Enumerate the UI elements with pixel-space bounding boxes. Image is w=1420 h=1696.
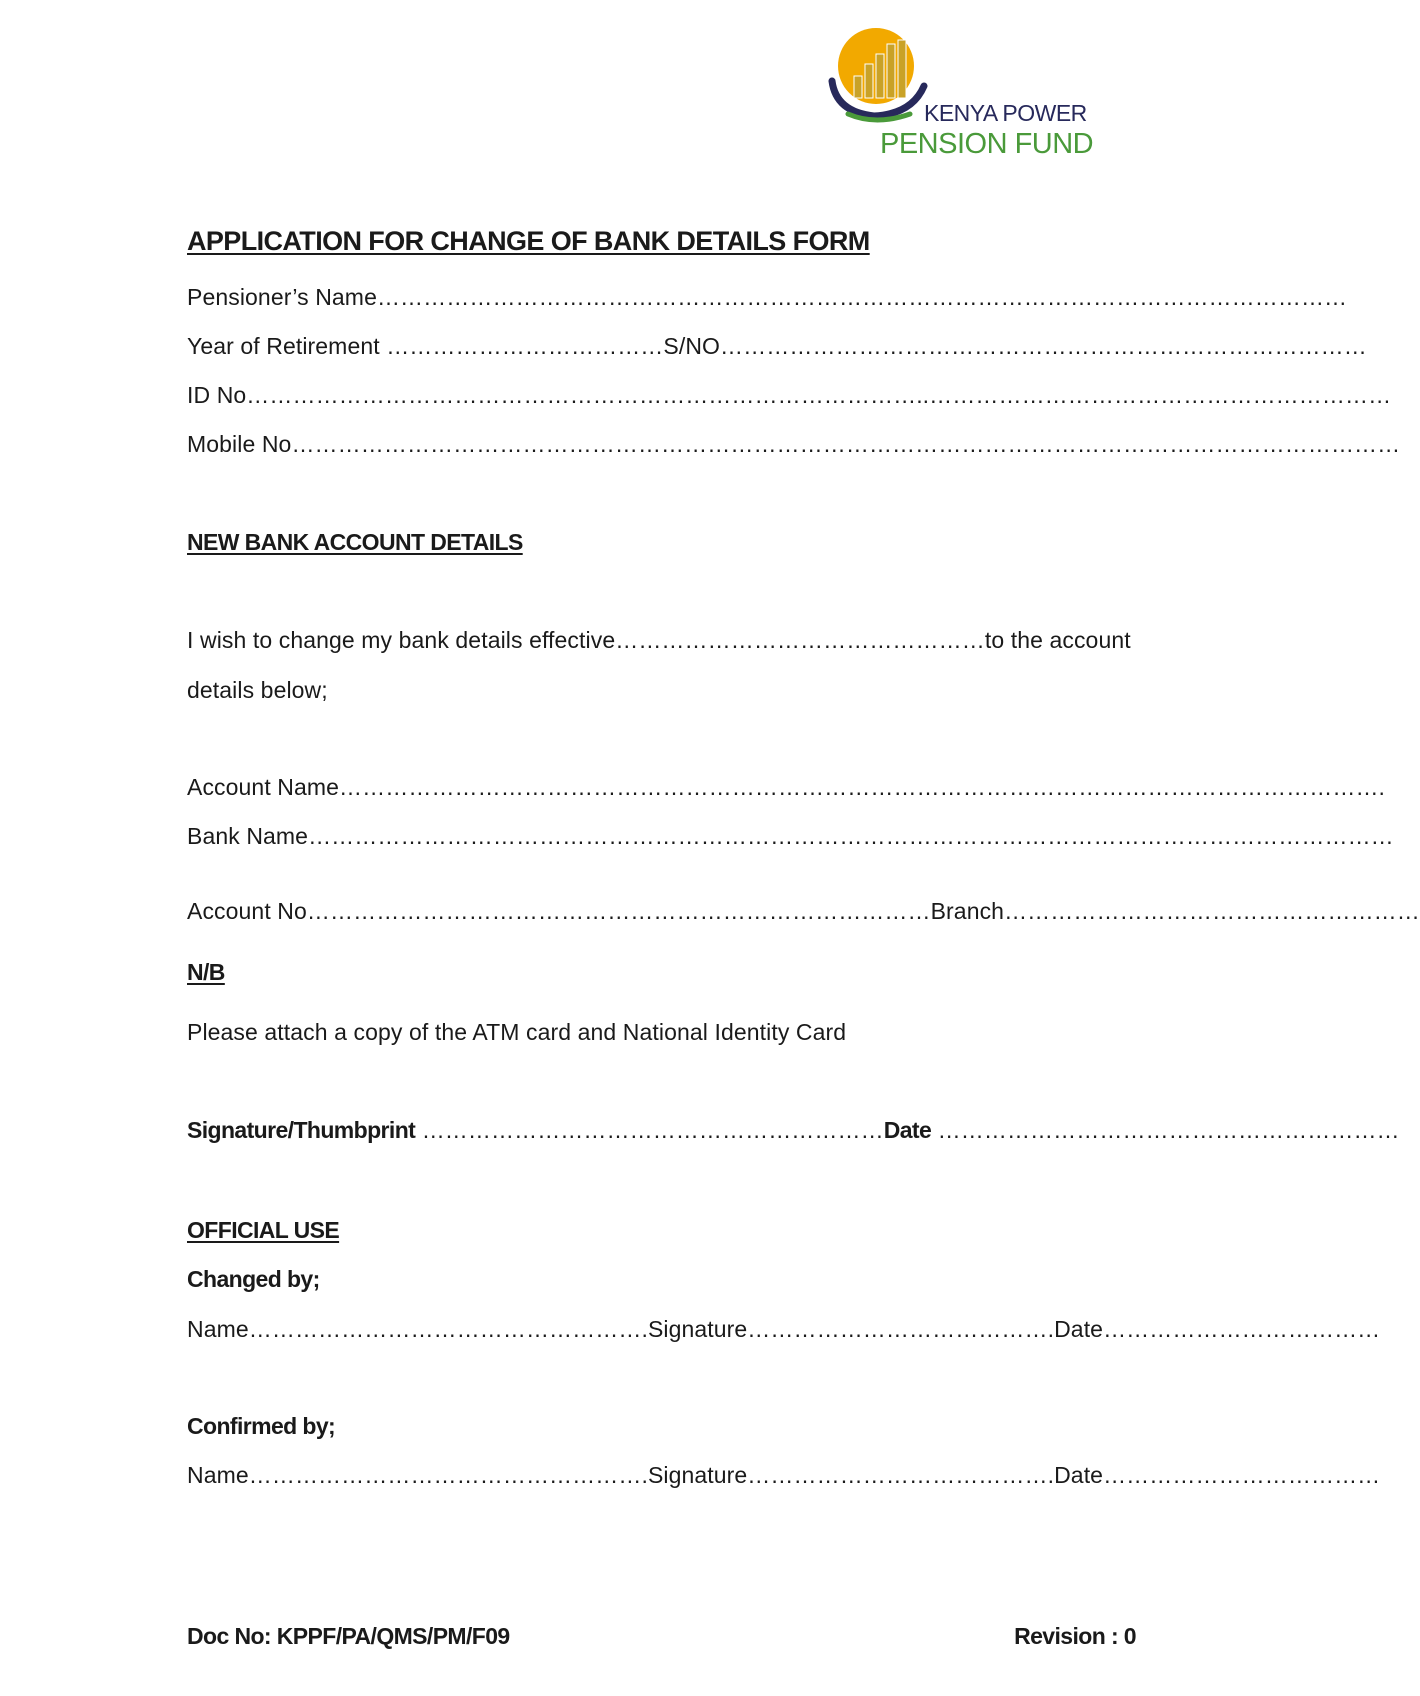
changed-by-fields[interactable]: Name…………………………………………….Signature………………………………….Date……………………………… — [187, 1316, 1381, 1342]
signature-date-row[interactable] — [187, 1115, 1400, 1145]
kenya-power-pension-fund-logo — [824, 26, 1094, 166]
changed-by-label: Changed by; — [187, 1266, 320, 1292]
year-of-retirement-field[interactable]: Year of Retirement ………………………………S/NO………………………………………………………………………… — [187, 333, 1367, 359]
mobile-no-field[interactable]: Mobile No……………………………………………………………………………………………………………………………… — [187, 431, 1401, 457]
confirmed-by-fields[interactable]: Name…………………………………………….Signature………………………………….Date……………………………… — [187, 1462, 1381, 1488]
bank-name-field[interactable]: Bank Name…………………………………………………………………………………………………………………………… — [187, 823, 1394, 849]
nb-text: Please attach a copy of the ATM card and National Identity Card — [187, 1019, 847, 1045]
logo-line-pension-fund: PENSION FUND — [880, 128, 1094, 160]
logo-emblem-icon — [824, 26, 934, 126]
change-statement-line2: details below; — [187, 677, 328, 703]
signature-label: Signature/Thumbprint — [187, 1117, 416, 1143]
revision-number: Revision : 0 — [1014, 1623, 1136, 1649]
signature-field[interactable]: …………………………………………………… — [415, 1117, 884, 1143]
date-field[interactable]: …………………………………………………… — [931, 1117, 1400, 1143]
official-use-heading: OFFICIAL USE — [187, 1217, 340, 1243]
account-name-field[interactable]: Account Name………………………………………………………………………………………………………………………. — [187, 774, 1386, 800]
pensioner-name-field[interactable]: Pensioner’s Name……………………………………………………………………………………………………………… — [187, 284, 1348, 310]
doc-number: Doc No: KPPF/PA/QMS/PM/F09 — [187, 1623, 510, 1649]
date-label: Date — [883, 1117, 932, 1143]
nb-heading: N/B — [187, 959, 225, 985]
new-bank-heading: NEW BANK ACCOUNT DETAILS — [187, 529, 523, 555]
id-no-field[interactable]: ID No……………………………………………………………………………..…………………………………………………… — [187, 382, 1392, 408]
logo-line-kenya-power: KENYA POWER — [924, 100, 1087, 126]
account-no-branch-field[interactable]: Account No………………………………………………………………………Branch……………………………………………… — [187, 898, 1420, 924]
form-title: APPLICATION FOR CHANGE OF BANK DETAILS FORM — [187, 226, 870, 256]
confirmed-by-label: Confirmed by; — [187, 1413, 336, 1439]
change-statement-line1[interactable]: I wish to change my bank details effective…………………………………………to the account — [187, 627, 1131, 653]
